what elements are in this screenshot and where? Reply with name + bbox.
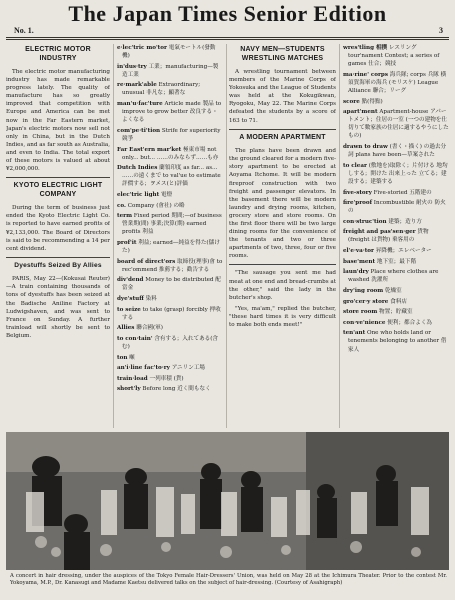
glossary-term: laun'dry <box>343 269 369 276</box>
article-divider <box>6 177 110 178</box>
glossary-definition: Fixed period 期間;—of business 營業期(間) 事業;決算(期) earned profits 利益 <box>122 213 222 236</box>
glossary-term: to seize <box>117 306 141 313</box>
glossary-definition: 取締役(理事)會 to rec'ommend 推薦する；勸告する <box>122 258 223 273</box>
article-divider <box>6 257 110 258</box>
anecdote-paragraph: "Yes, ma'am," replied the butcher, "these hard times it is very difficult to make both ends meet!" <box>229 305 336 329</box>
glossary-definition: 食料店 <box>390 298 407 305</box>
glossary-definition: 染料 <box>145 296 157 303</box>
article-headline-dyestuffs: Dyestuffs Seized By Allies <box>14 261 102 269</box>
glossary-entry <box>117 354 223 362</box>
glossary-term: ma·rine' corps <box>343 71 388 78</box>
glossary-term: elec'tric light <box>117 192 160 198</box>
masthead <box>0 0 455 28</box>
photo-image <box>6 432 449 570</box>
glossary-term: Far East'ern mar'ket <box>117 146 182 153</box>
glossary-entry <box>343 218 449 226</box>
glossary-definition: 昇降機；エレベーター <box>375 248 432 255</box>
article-headline-apartment: A MODERN APARTMENT <box>239 133 326 141</box>
glossary-entry <box>343 108 449 140</box>
glossary-definition: 建築；造り方 <box>388 218 422 225</box>
glossary-term: co. <box>117 202 126 209</box>
glossary-definition: 電氣モートル(發動機) <box>122 45 216 60</box>
masthead-rule <box>6 37 449 38</box>
glossary-definition: 含有する；入れてある(含む) <box>122 335 219 350</box>
glossary-term: ton <box>117 354 128 361</box>
glossary-term: wres'tling 相撲 <box>343 45 388 51</box>
glossary-term: apart'ment <box>343 109 378 116</box>
glossary-definition: 便利；都合よく為 <box>387 319 433 326</box>
glossary-entry <box>343 308 449 316</box>
glossary-entry <box>343 319 449 327</box>
glossary-definition: Company (會社) の略 <box>127 202 185 209</box>
glossary-definition: 一列車積 (貨) <box>149 375 184 382</box>
column-2-glossary <box>117 44 223 428</box>
glossary-entry <box>343 44 449 68</box>
article-paragraph: During the term of business just ended the Kyoto Electric Light Co. is reported to have earned profits of ¥2,133,000. The Board of Directors is said to be recommending a 14 per cent dividend. <box>6 205 110 252</box>
glossary-term: el'e·va·tor <box>343 248 374 255</box>
glossary-term: prof'it <box>117 239 137 246</box>
glossary-definition: 乾燥室 <box>384 287 402 294</box>
glossary-term: an'i·line fac'to·ry <box>117 365 170 372</box>
glossary-entry <box>343 287 449 295</box>
glossary-term: Allies <box>117 325 135 332</box>
photograph-hair-dressing-contest <box>6 432 449 570</box>
glossary-entry <box>117 44 223 60</box>
glossary-entry <box>117 375 223 383</box>
column-divider <box>339 44 340 428</box>
glossary-entry <box>117 100 223 124</box>
glossary-definition: Incombustible 耐火の 防火の <box>348 200 446 215</box>
glossary-term: score <box>343 98 360 105</box>
glossary-definition: 海兵隊; corps 兵隊 横須賀海軍の海兵 (モリスケ) League Alliance 聯合；リーグ <box>348 71 447 94</box>
masthead-rule-2 <box>6 39 449 40</box>
glossary-definition: Article made 製品 to improve to grow better 改良する・よくなる <box>122 101 222 124</box>
issue-number: No. 1. <box>14 26 34 35</box>
glossary-entry <box>117 364 223 372</box>
article-headline-electric-motor: ELECTRIC MOTOR INDUSTRY <box>25 46 91 62</box>
glossary-term: to clear <box>343 162 367 169</box>
glossary-definition: 利益; earned—純益を得た(儲けた) <box>122 239 220 255</box>
glossary-term: five-story <box>343 189 372 196</box>
glossary-definition: レスリング tour'nament Contest; a series of games 仕合；競技 <box>348 45 440 68</box>
glossary-term: man'u·fac'ture <box>117 101 163 108</box>
glossary-term: con·struc'tion <box>343 218 387 225</box>
glossary-definition: Apartment-house アパートメント；住居の一室 (一つの建物を仕切りて數家族の住居に適するやうにしたもの) <box>348 109 449 140</box>
glossary-definition: Money to be distributed 配當金 <box>122 277 221 292</box>
glossary-term: dry'ing room <box>343 287 384 294</box>
page-number: 3 <box>439 26 443 35</box>
glossary-term: store room <box>343 309 378 316</box>
glossary-entry <box>343 189 449 197</box>
glossary-entry <box>343 98 449 106</box>
glossary-term: gro'cer·y store <box>343 298 389 305</box>
glossary-entry <box>117 212 223 236</box>
column-divider <box>226 44 227 428</box>
glossary-term: con·ve'nience <box>343 319 386 326</box>
glossary-term: fire'proof <box>343 200 373 207</box>
glossary-definition: 地下室；最下階 <box>376 258 417 265</box>
glossary-definition: Strife for superiority 競爭 <box>122 127 221 142</box>
glossary-definition: 極東市場 not only... but... ……のみならず……も亦 <box>122 146 219 161</box>
glossary-entry <box>343 329 449 353</box>
glossary-entry <box>343 199 449 215</box>
glossary-definition: アニリン工場 <box>171 365 205 372</box>
glossary-term: dye'stuff <box>117 296 144 303</box>
glossary-definition: 點(得點) <box>361 98 383 105</box>
column-4-glossary <box>343 44 449 428</box>
glossary-entry <box>117 295 223 303</box>
glossary-term: drawn to draw <box>343 144 388 151</box>
glossary-term: e·lec'tric mo'tor <box>117 45 167 51</box>
glossary-entry <box>117 276 223 292</box>
glossary-entry <box>343 247 449 255</box>
glossary-entry <box>117 385 223 393</box>
glossary-term: in'dus·try <box>117 63 147 70</box>
glossary-entry <box>117 324 223 332</box>
glossary-definition: 工業；manufacturing—製造工業 <box>122 63 219 78</box>
article-paragraph: The plans have been drawn and the ground cleared for a modern five-story apartment to be erected at Aoyama Itchome. It will be modern fireproof construction with two freight and passenger elevators. In the basement there will be modern laundry and drying rooms, kitchen, grocery store and store rooms. On the first floor there will be two large dining rooms for the convenience of the tenants and two or three apartments of two, three, four or five rooms. <box>229 148 336 260</box>
glossary-term: base'ment <box>343 258 376 265</box>
glossary-term: freight and pas'sen·ger <box>343 229 416 236</box>
glossary-definition: 物置；貯藏室 <box>379 309 413 316</box>
article-paragraph: The electric motor manufacturing industry has made remarkable progress lately. The quality of manufacture has so greatly improved that competition with Europe and America can be met now in the Far Eastern market, Japan's electric motors now sell not only in China, but in the Dutch Indies, and as far south as Australia, and even to India. The total export of these motors is valued at about ¥2,000,000. <box>6 69 110 173</box>
glossary-entry <box>343 162 449 186</box>
glossary-entry <box>343 143 449 159</box>
glossary-definition: to take (grasp) forcibly 押收する <box>122 306 221 321</box>
article-paragraph: A wrestling tournament between members of the Marine Corps of Yokosuka and the League of Students was held at the Kokugikwan, Ryogoku, May 22. The Marine Corps defeated the students by a score of 163 to 71. <box>229 69 336 124</box>
glossary-term: ten'ant <box>343 330 366 337</box>
glossary-term: board of direct'ors <box>117 258 176 265</box>
glossary-entry <box>117 258 223 274</box>
glossary-definition: 蘭領印度 as far... as... ……の遠くまで to val'ue to estimate 評價する；ヲメス(と)評価 <box>122 165 221 188</box>
column-1 <box>6 44 110 428</box>
glossary-term: com'pe·ti'tion <box>117 127 161 134</box>
column-3 <box>229 44 336 428</box>
glossary-definition: 聯合國(軍) <box>136 325 163 332</box>
glossary-definition: 電燈 <box>160 192 173 198</box>
glossary-entry <box>343 258 449 266</box>
glossary-term: to con·tain' <box>117 335 153 342</box>
glossary-definition: One who holds land or tenements belonging to another 借家人 <box>348 330 447 353</box>
glossary-entry <box>117 306 223 322</box>
glossary-definition: Place where clothes are washed 洗濯所 <box>348 269 439 284</box>
glossary-term: train·load <box>117 375 148 382</box>
glossary-definition: 貨物 (freight は貨物) 乗客用の <box>348 229 429 244</box>
glossary-definition: Before long 近く間もなく <box>142 386 211 393</box>
glossary-entry <box>117 164 223 188</box>
glossary-entry <box>343 268 449 284</box>
glossary-entry <box>117 191 223 199</box>
glossary-entry <box>117 239 223 255</box>
glossary-entry <box>343 228 449 244</box>
glossary-term: div'dend <box>117 277 144 284</box>
glossary-entry <box>117 127 223 143</box>
anecdote-paragraph: "The sausage you sent me had meat at one end and bread-crumbs at the other," said the lady in the butcher's shop. <box>229 270 336 301</box>
article-divider <box>229 129 336 130</box>
glossary-entry <box>117 335 223 351</box>
article-divider <box>229 264 336 265</box>
glossary-term: term <box>117 213 133 220</box>
glossary-term: re·mark'able <box>117 82 157 89</box>
glossary-entry <box>117 146 223 162</box>
glossary-entry <box>343 298 449 306</box>
glossary-entry <box>117 81 223 97</box>
glossary-term: Dutch Indies <box>117 165 158 172</box>
glossary-definition: (書く・描く) の過去分詞 plans have been—草案された <box>348 144 447 159</box>
glossary-entry <box>117 63 223 79</box>
glossary-definition: Extraordinary; unusual 非凡な；顯著な <box>122 82 201 97</box>
glossary-definition: Five-storied 五階建の <box>373 189 432 196</box>
article-headline-wrestling: NAVY MEN—STUDENTS WRESTLING MATCHES <box>240 46 325 62</box>
photo-caption: A concert in hair dressing, under the auspices of the Tokyo Female Hair-Dressers' Union, was held on May 28 at the Ichimura Theater. Prior to the contest Mr. Yokoyama, M.P., Dr. Kanasugi and Madame Kaetsu delivered talks on the subject of hair-dressing. (Courtesy of Asahigraph) <box>10 573 447 587</box>
glossary-definition: (敷地を)取除く；片付ける 地均しする；開けた 出來上った 立てる；建設する；建築する <box>348 162 448 185</box>
glossary-definition: 噸 <box>129 354 135 361</box>
article-paragraph: PARIS, May 22—(Kokusai Reuter)—A train containing thousands of tons of dyestuffs has been seized at the Badische Aniline Factory at Ludwigshaven, and was sent to France on Sunday. A further trainload will shortly be sent to Belgium. <box>6 276 110 339</box>
glossary-term: short'ly <box>117 386 141 393</box>
article-headline-kyoto-electric: KYOTO ELECTRIC LIGHT COMPANY <box>13 182 103 198</box>
newspaper-title: The Japan Times Senior Edition <box>68 1 387 26</box>
column-divider <box>113 44 114 428</box>
glossary-entry <box>117 202 223 210</box>
glossary-entry <box>343 71 449 95</box>
